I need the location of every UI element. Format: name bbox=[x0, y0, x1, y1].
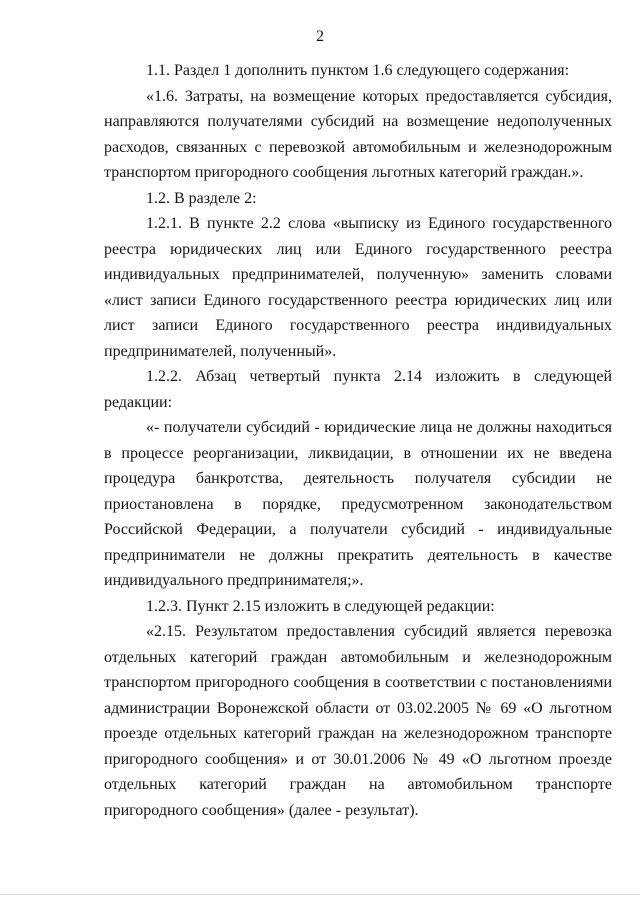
paragraph-1-2-1: 1.2.1. В пункте 2.2 слова «выписку из Единого государственного реестра юридических лиц или Единого государственного реестра индивидуальных предпринимателей, полученную» заменить словами «лист записи Единого государственного реестра юридических лиц или лист записи Единого государственного реестра индивидуальных предпринимателей, полученный». bbox=[104, 215, 612, 360]
paragraph-1-2-3: 1.2.3. Пункт 2.15 изложить в следующей редакции: bbox=[146, 597, 495, 615]
paragraph-1-2: 1.2. В разделе 2: bbox=[146, 189, 257, 207]
paragraph-1-1: 1.1. Раздел 1 дополнить пунктом 1.6 следующего содержания: bbox=[146, 62, 570, 79]
paragraph-2-15-quote: «2.15. Результатом предоставления субсидий является перевозка отдельных категорий граждан автомобильным и железнодорожным транспортом пригородного сообщения в соответствии с постановлениями администрации Воронежской области от 03.02.2005 № 69 «О льготном проезде отдельных категорий граждан на железнодорожном транспорте пригородного сообщения» и от 30.01.2006 № 49 «О льготном проезде отдельных категорий граждан на автомобильном транспорте пригородного сообщения» (далее - результат). bbox=[104, 623, 612, 819]
document-body bbox=[104, 58, 612, 823]
bottom-divider bbox=[0, 894, 640, 895]
paragraph-1-2-2: 1.2.2. Абзац четвертый пункта 2.14 изложить в следующей редакции: bbox=[104, 368, 612, 411]
page-number: 2 bbox=[316, 28, 324, 45]
paragraph-1-6-quote: «1.6. Затраты, на возмещение которых предоставляется субсидия, направляются получателями субсидий на возмещение недополученных расходов, связанных с перевозкой автомобильным и железнодорожным транспортом пригородного сообщения льготных категорий граждан.». bbox=[104, 87, 612, 181]
paragraph-2-14-quote: «- получатели субсидий - юридические лица не должны находиться в процессе реорганизации, ликвидации, в отношении их не введена процедура банкротства, деятельность получателя субсидии не приостановлена в порядке, предусмотренном законодательством Российской Федерации, а получатели субсидий - индивидуальные предприниматели не должны прекратить деятельность в качестве индивидуального предпринимателя;». bbox=[104, 419, 612, 589]
